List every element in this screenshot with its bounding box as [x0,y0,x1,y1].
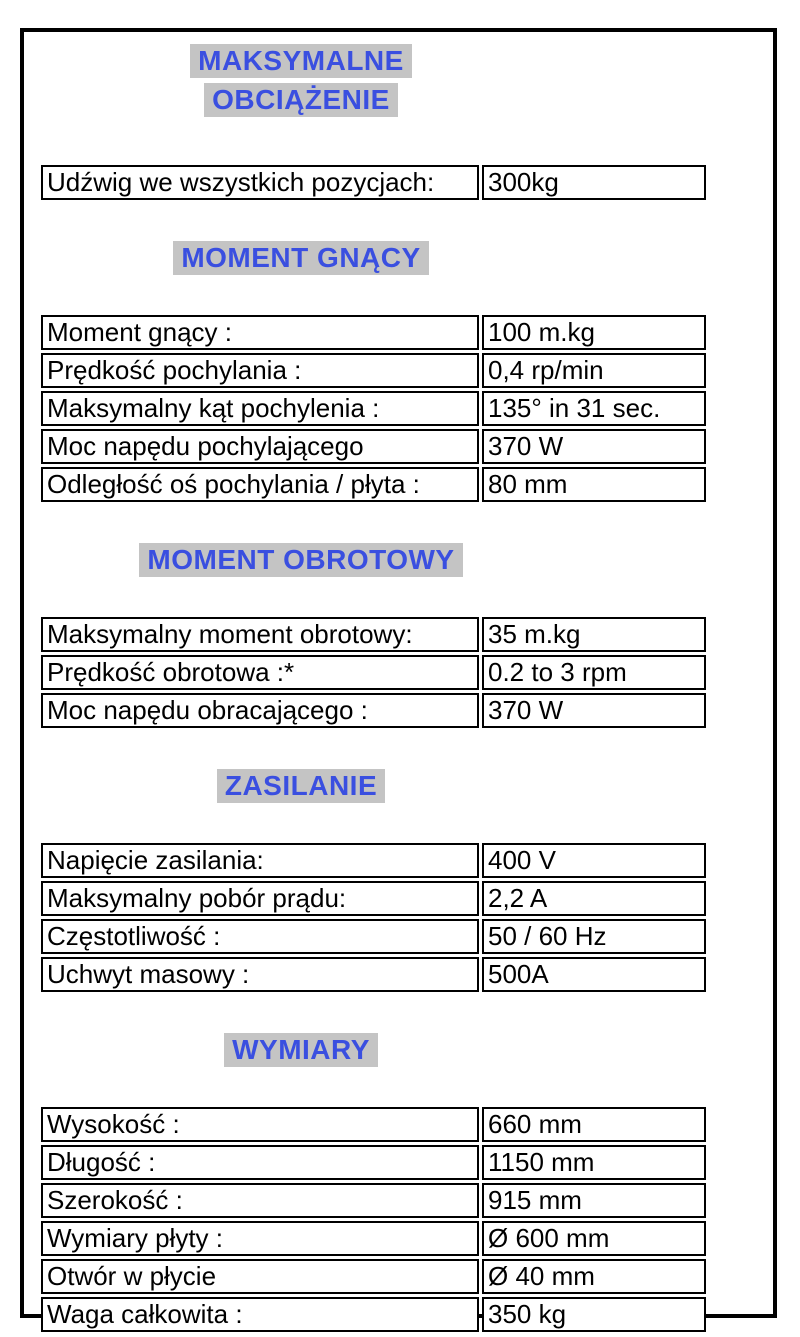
section-title [24,241,578,280]
spec-label: Wysokość : [41,1107,479,1142]
spec-label: Udźwig we wszystkich pozycjach: [41,165,479,200]
spec-label: Otwór w płycie [41,1259,479,1294]
spec-label: Maksymalny kąt pochylenia : [41,391,479,426]
spec-table-wymiary [38,1104,709,1335]
table-row [41,919,706,954]
table-row [41,353,706,388]
spec-table-moment-obrotowy [38,614,709,731]
spec-value: 1150 mm [482,1145,706,1180]
spec-value: 500A [482,957,706,992]
section-title [24,44,578,122]
table-row [41,1259,706,1294]
table-row [41,881,706,916]
spec-value: 35 m.kg [482,617,706,652]
section-zasilanie [24,769,773,995]
spec-label: Napięcie zasilania: [41,843,479,878]
spec-value: Ø 40 mm [482,1259,706,1294]
spec-label: Moc napędu pochylającego [41,429,479,464]
section-moment-obrotowy [24,543,773,731]
table-row [41,693,706,728]
spec-label: Prędkość pochylania : [41,353,479,388]
section-title [24,769,578,808]
table-row [41,1297,706,1332]
section-title-line [24,769,578,808]
spec-value: 135° in 31 sec. [482,391,706,426]
section-title-text: MOMENT GNĄCY [173,241,428,275]
spec-value: 0.2 to 3 rpm [482,655,706,690]
section-wymiary [24,1033,773,1335]
spec-label: Wymiary płyty : [41,1221,479,1256]
table-row [41,843,706,878]
table-row [41,315,706,350]
spec-value: 400 V [482,843,706,878]
table-row [41,1221,706,1256]
section-title-text: OBCIĄŻENIE [204,83,398,117]
section-title-line [24,543,578,582]
table-row [41,1145,706,1180]
table-row [41,655,706,690]
section-title-text: MOMENT OBROTOWY [139,543,462,577]
section-title [24,543,578,582]
spec-label: Moment gnący : [41,315,479,350]
spec-value: 370 W [482,693,706,728]
section-title-line [24,1033,578,1072]
section-title-line [24,44,578,83]
spec-label: Moc napędu obracającego : [41,693,479,728]
spec-label: Prędkość obrotowa :* [41,655,479,690]
spec-value: 350 kg [482,1297,706,1332]
document-border [20,28,777,1329]
table-row [41,391,706,426]
spec-label: Częstotliwość : [41,919,479,954]
table-row [41,429,706,464]
table-row [41,1183,706,1218]
spec-value: 370 W [482,429,706,464]
section-moment-gnacy [24,241,773,505]
spec-value: 660 mm [482,1107,706,1142]
spec-label: Maksymalny pobór prądu: [41,881,479,916]
table-row [41,467,706,502]
spec-value: 300kg [482,165,706,200]
spec-value: 50 / 60 Hz [482,919,706,954]
section-title-text: WYMIARY [224,1033,378,1067]
table-row [41,1107,706,1142]
spec-value: 2,2 A [482,881,706,916]
table-row [41,617,706,652]
spec-value: Ø 600 mm [482,1221,706,1256]
table-row [41,957,706,992]
sections-container [24,44,773,1335]
spec-label: Długość : [41,1145,479,1180]
spec-label: Waga całkowita : [41,1297,479,1332]
section-maksymalne-obciazenie [24,44,773,203]
section-title-line [24,241,578,280]
spec-value: 915 mm [482,1183,706,1218]
table-row [41,165,706,200]
spec-label: Szerokość : [41,1183,479,1218]
section-title-text: ZASILANIE [217,769,385,803]
spec-value: 100 m.kg [482,315,706,350]
section-title-line [24,83,578,122]
spec-table-moment-gnacy [38,312,709,505]
spec-label: Maksymalny moment obrotowy: [41,617,479,652]
spec-label: Uchwyt masowy : [41,957,479,992]
spec-value: 80 mm [482,467,706,502]
spec-label: Odległość oś pochylania / płyta : [41,467,479,502]
section-title-text: MAKSYMALNE [190,44,412,78]
spec-value: 0,4 rp/min [482,353,706,388]
spec-table-maksymalne-obciazenie [38,162,709,203]
section-title [24,1033,578,1072]
spec-table-zasilanie [38,840,709,995]
